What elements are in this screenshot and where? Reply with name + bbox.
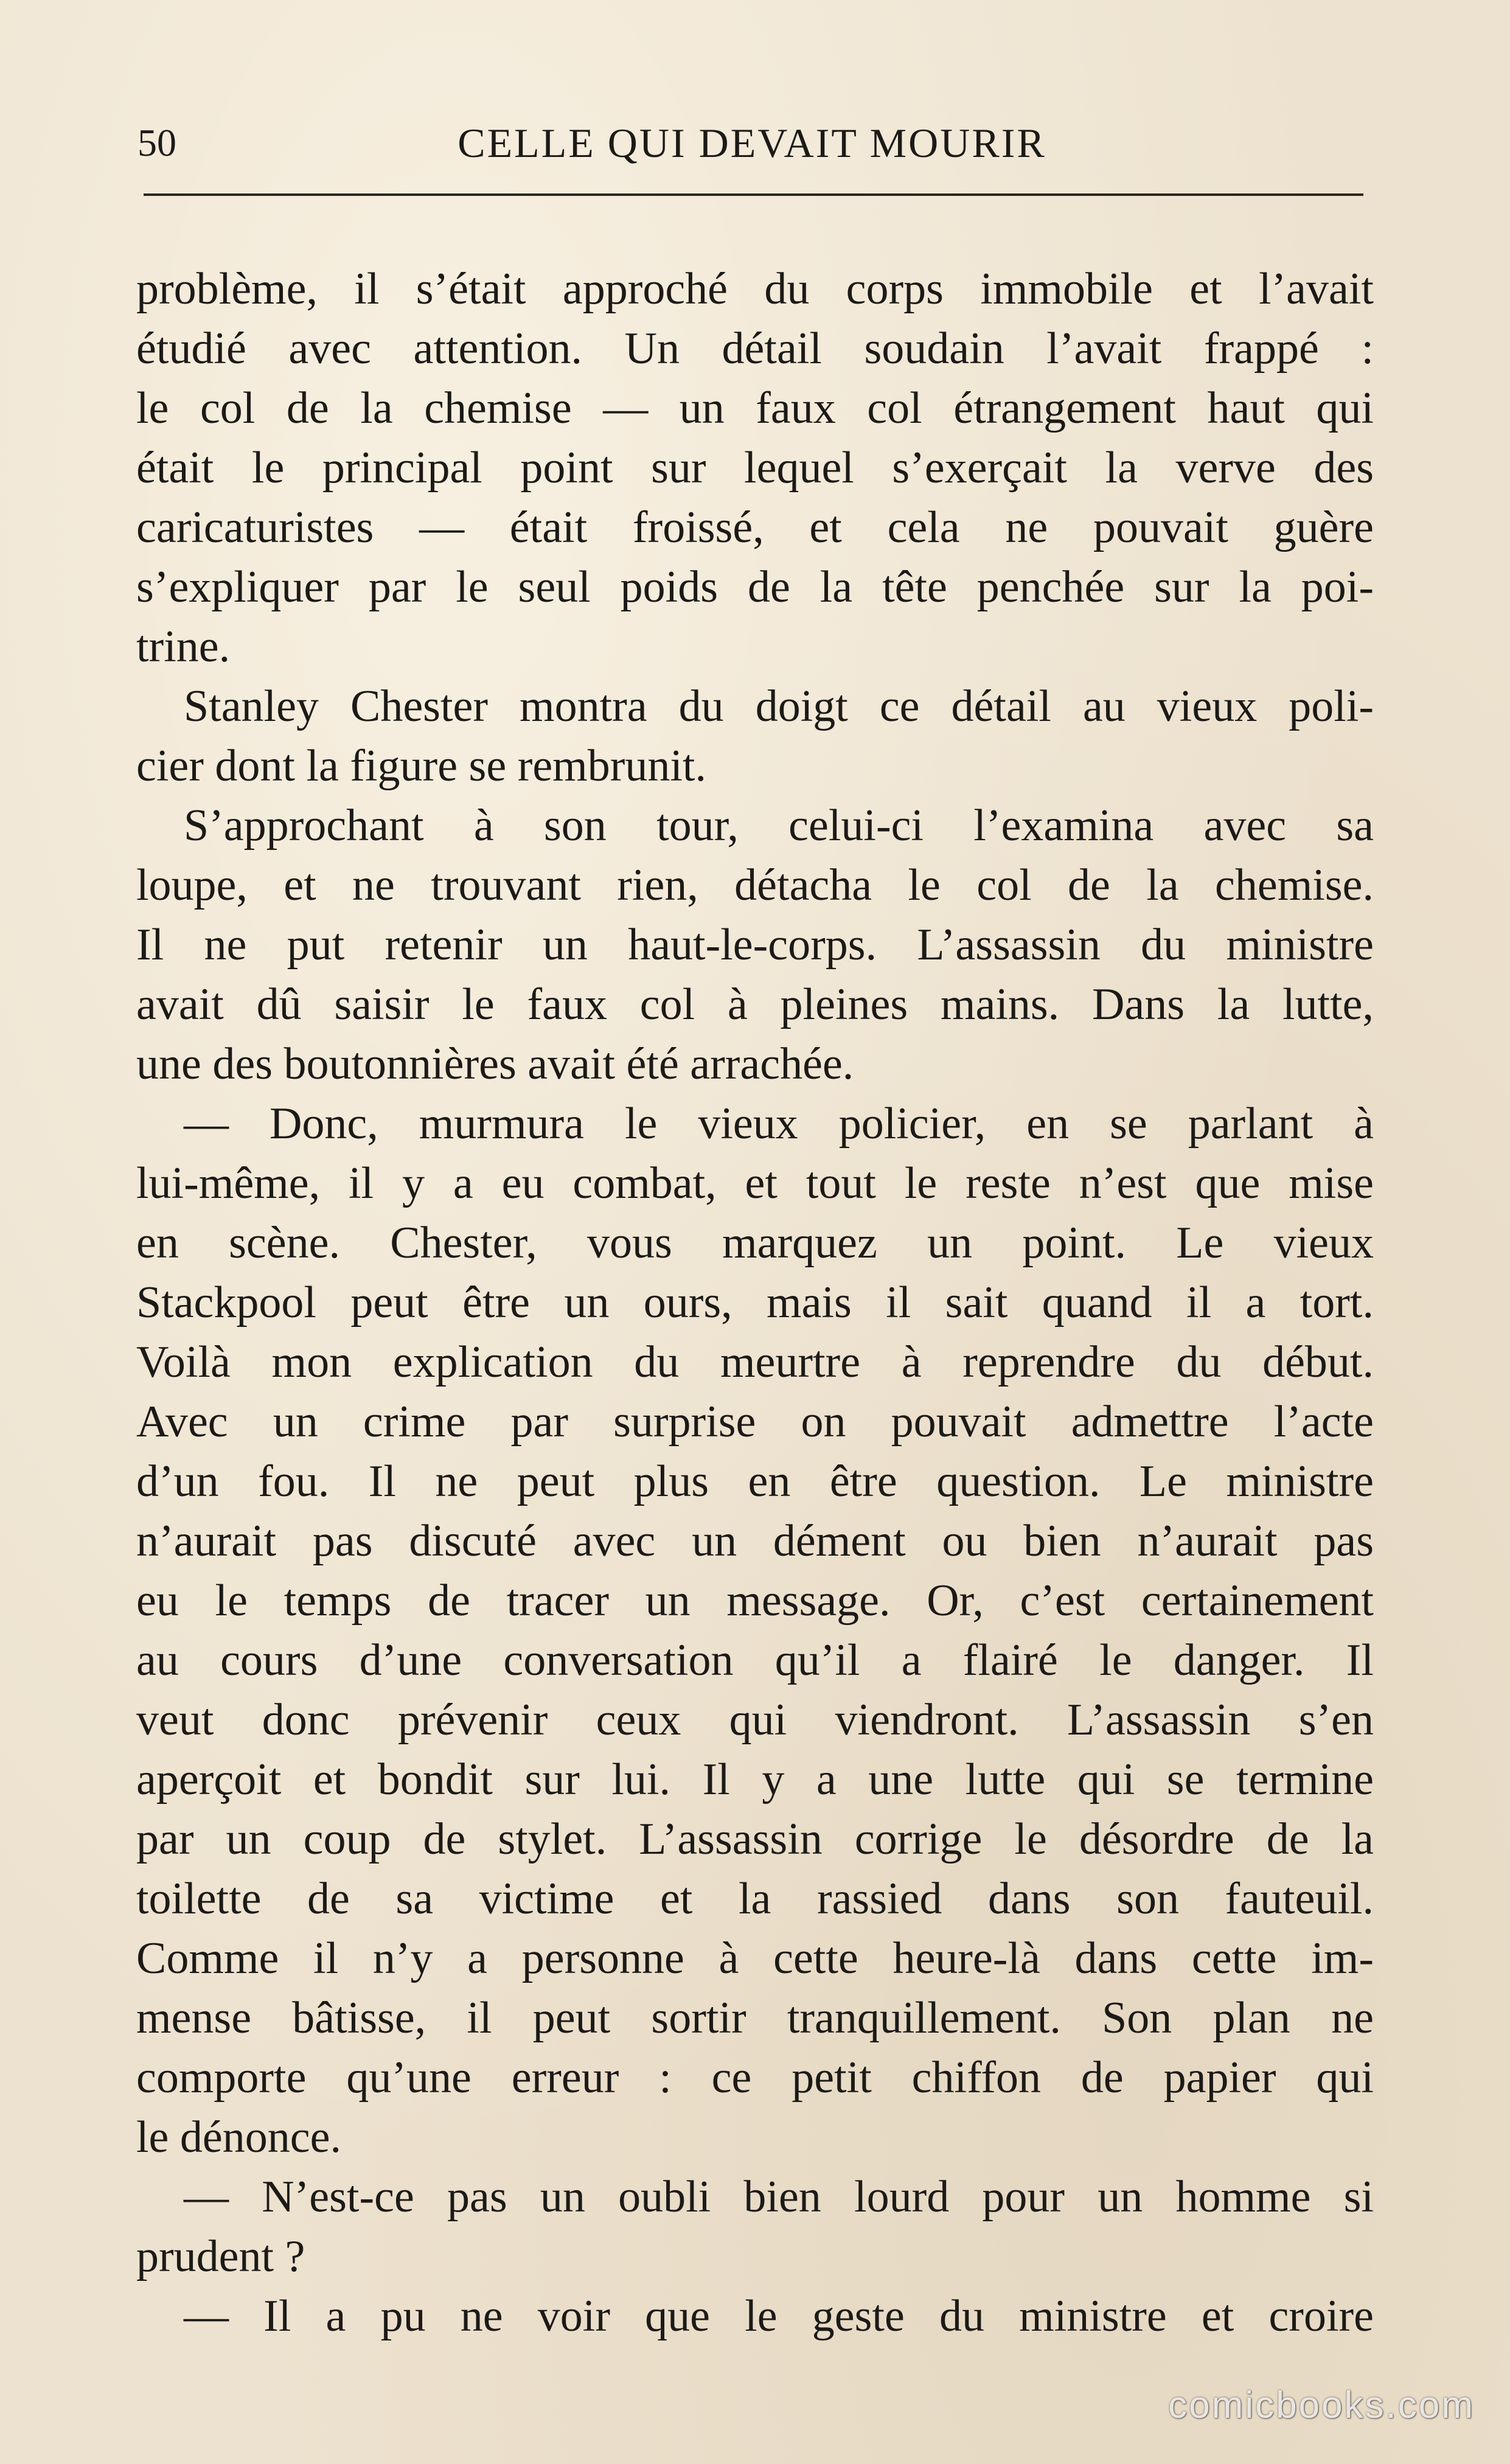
text-line: cier dont la figure se rembrunit.: [136, 741, 706, 791]
text-line: comporte qu’une erreur : ce petit chiffon de papier qui: [136, 2053, 1374, 2103]
text-line: Stanley Chester montra du doigt ce détail au vieux poli-: [184, 681, 1374, 731]
body-text: [136, 259, 1374, 2346]
text-line: Il ne put retenir un haut-le-corps. L’assassin du ministre: [136, 920, 1374, 970]
text-line: eu le temps de tracer un message. Or, c’est certainement: [136, 1576, 1374, 1626]
text-line: prudent ?: [136, 2232, 305, 2281]
text-line: n’aurait pas discuté avec un dément ou bien n’aurait pas: [136, 1516, 1374, 1566]
running-title: CELLE QUI DEVAIT MOURIR: [458, 120, 1046, 166]
text-line: toilette de sa victime et la rassied dans son fauteuil.: [136, 1874, 1374, 1924]
page-number: 50: [137, 121, 176, 164]
text-line: avait dû saisir le faux col à pleines mains. Dans la lutte,: [136, 980, 1374, 1029]
text-line: s’expliquer par le seul poids de la tête penchée sur la poi-: [136, 562, 1374, 612]
text-line: — Il a pu ne voir que le geste du ministre et croire: [184, 2291, 1374, 2341]
text-line: en scène. Chester, vous marquez un point. Le vieux: [136, 1218, 1374, 1268]
text-line: Stackpool peut être un ours, mais il sait quand il a tort.: [136, 1278, 1374, 1328]
text-line: Avec un crime par surprise on pouvait admettre l’acte: [136, 1397, 1374, 1447]
text-line: veut donc prévenir ceux qui viendront. L’assassin s’en: [136, 1695, 1374, 1745]
text-line: S’approchant à son tour, celui-ci l’examina avec sa: [184, 801, 1374, 851]
text-line: le dénonce.: [136, 2112, 341, 2162]
running-head: [137, 119, 1366, 167]
text-line: étudié avec attention. Un détail soudain l’avait frappé :: [136, 324, 1374, 374]
text-line: lui-même, il y a eu combat, et tout le reste n’est que mise: [136, 1158, 1374, 1208]
text-line: — N’est-ce pas un oubli bien lourd pour un homme si: [184, 2172, 1374, 2222]
text-line: le col de la chemise — un faux col étrangement haut qui: [136, 383, 1374, 433]
text-line: Voilà mon explication du meurtre à reprendre du début.: [136, 1337, 1374, 1387]
text-line: par un coup de stylet. L’assassin corrige le désordre de la: [136, 1814, 1374, 1864]
text-line: au cours d’une conversation qu’il a flairé le danger. Il: [136, 1635, 1374, 1685]
text-line: trine.: [136, 622, 231, 672]
text-line: d’un fou. Il ne peut plus en être question. Le ministre: [136, 1456, 1374, 1506]
text-line: — Donc, murmura le vieux policier, en se parlant à: [184, 1099, 1374, 1149]
text-line: aperçoit et bondit sur lui. Il y a une lutte qui se termine: [136, 1755, 1374, 1804]
watermark: comicbooks.com: [1168, 2384, 1475, 2426]
header-rule: [144, 193, 1363, 196]
text-line: mense bâtisse, il peut sortir tranquillement. Son plan ne: [136, 1993, 1374, 2043]
text-line: loupe, et ne trouvant rien, détacha le col de la chemise.: [136, 860, 1374, 910]
text-line: caricaturistes — était froissé, et cela ne pouvait guère: [136, 503, 1374, 552]
text-line: Comme il n’y a personne à cette heure-là dans cette im-: [136, 1933, 1374, 1983]
text-line: une des boutonnières avait été arrachée.: [136, 1039, 854, 1089]
text-line: était le principal point sur lequel s’exerçait la verve des: [136, 443, 1374, 493]
text-line: problème, il s’était approché du corps immobile et l’avait: [136, 264, 1374, 314]
